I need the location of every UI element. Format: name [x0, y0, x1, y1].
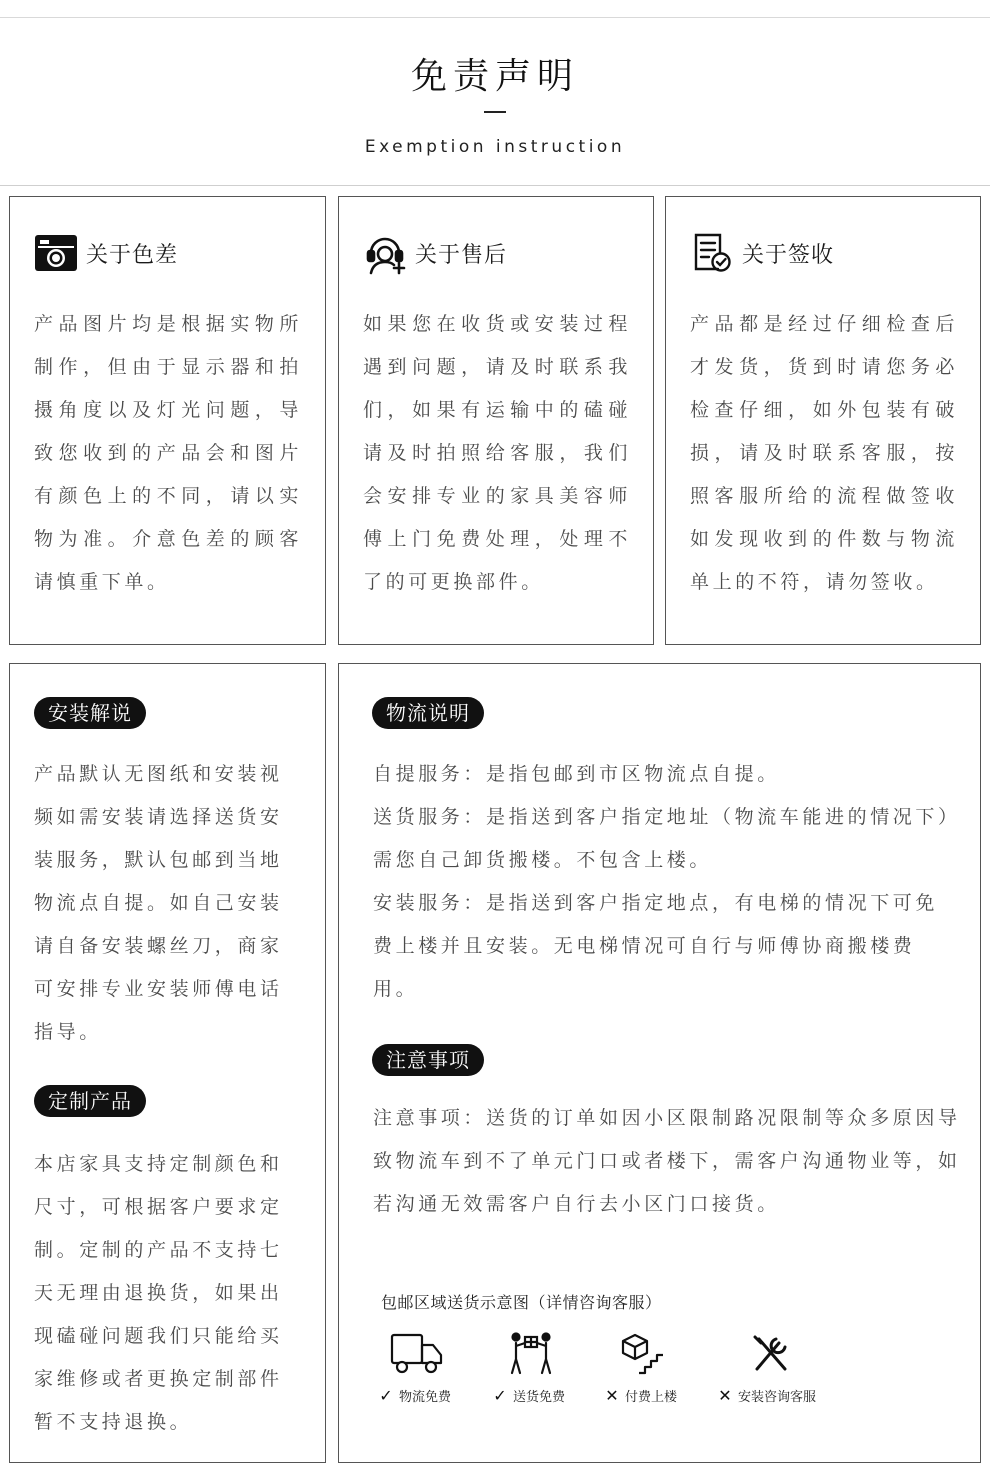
card-header — [690, 231, 834, 275]
card-header — [34, 231, 178, 275]
card-title: 关于色差 — [86, 242, 179, 268]
card-body: 产品图片均是根据实物所制作，但由于显示器和拍摄角度以及灯光问题，导致您收到的产品会和图片有颜色上的不同，请以实物为准。介意色差的顾客请慎重下单。 — [34, 313, 302, 593]
notice-text: 注意事项：送货的订单如因小区限制路况限制等众多原因导致物流车到不了单元门口或者楼下，需客户沟通物业等，如若沟通无效需客户自行去小区门口接货。 — [373, 1107, 961, 1215]
delivery-item-label: 付费上楼 — [625, 1389, 678, 1405]
delivery-item-logistics — [377, 1385, 451, 1405]
delivery-item-label: 物流免费 — [399, 1389, 452, 1405]
header-divider — [0, 185, 990, 186]
customer-service-icon — [363, 231, 407, 275]
logistics-line: 自提服务：是指包邮到市区物流点自提。 — [373, 763, 780, 785]
delivery-item-stairs — [603, 1385, 677, 1405]
custom-label: 定制产品 — [34, 1085, 146, 1117]
card-body: 如果您在收货或安装过程遇到问题，请及时联系我们，如果有运输中的磕碰请及时拍照给客服，我们会安排专业的家具美容师傅上门免费处理，处理不了的可更换部件。 — [363, 313, 631, 593]
card-logistics — [338, 663, 981, 1463]
card-color-difference — [9, 196, 326, 645]
check-icon: ✓ — [493, 1385, 507, 1405]
logistics-line: 送货服务：是指送到客户指定地址（物流车能进的情况下）需您自己卸货搬楼。不包含上楼。 — [373, 806, 952, 871]
notice-label: 注意事项 — [372, 1044, 484, 1076]
title-dash — [484, 111, 506, 113]
delivery-people-icon — [501, 1329, 561, 1377]
card-header — [363, 231, 507, 275]
check-icon: ✓ — [379, 1385, 393, 1405]
card-title: 关于售后 — [415, 242, 508, 268]
card-sign-receipt — [665, 196, 981, 645]
card-title: 关于签收 — [742, 242, 835, 268]
cross-icon: ✕ — [605, 1385, 619, 1405]
top-divider — [0, 17, 990, 18]
install-label: 安装解说 — [34, 697, 146, 729]
delivery-diagram-title: 包邮区域送货示意图（详情咨询客服） — [381, 1293, 662, 1312]
logistics-lines — [373, 753, 953, 1011]
delivery-item-label: 安装咨询客服 — [738, 1389, 817, 1405]
delivery-item-install — [716, 1385, 816, 1405]
custom-text: 本店家具支持定制颜色和尺寸，可根据客户要求定制。定制的产品不支持七天无理由退换货，如果出现磕碰问题我们只能给买家维修或者更换定制部件暂不支持退换。 — [34, 1153, 283, 1433]
card-after-sales — [338, 196, 654, 645]
logistics-label: 物流说明 — [372, 697, 484, 729]
box-stairs-icon — [613, 1329, 673, 1377]
card-install-custom — [9, 663, 326, 1463]
cross-icon: ✕ — [718, 1385, 732, 1405]
card-body: 产品都是经过仔细检查后才发货，货到时请您务必检查仔细，如外包装有破损，请及时联系客服，按照客服所给的流程做签收如发现收到的件数与物流单上的不符，请勿签收。 — [690, 313, 958, 593]
page-subtitle: Exemption instruction — [364, 137, 626, 157]
document-check-icon — [690, 231, 734, 275]
logistics-line: 安装服务：是指送到客户指定地点，有电梯的情况下可免费上楼并且安装。无电梯情况可自行与师傅协商搬楼费用。 — [373, 892, 939, 1000]
install-text: 产品默认无图纸和安装视频如需安装请选择送货安装服务，默认包邮到当地物流点自提。如自己安装请自备安装螺丝刀，商家可安排专业安装师傅电话指导。 — [34, 763, 283, 1043]
truck-icon — [387, 1329, 447, 1377]
camera-icon — [34, 231, 78, 275]
tools-icon — [741, 1329, 801, 1377]
delivery-item-label: 送货免费 — [513, 1389, 566, 1405]
page-title: 免责声明 — [410, 56, 579, 97]
delivery-item-delivery — [491, 1385, 565, 1405]
